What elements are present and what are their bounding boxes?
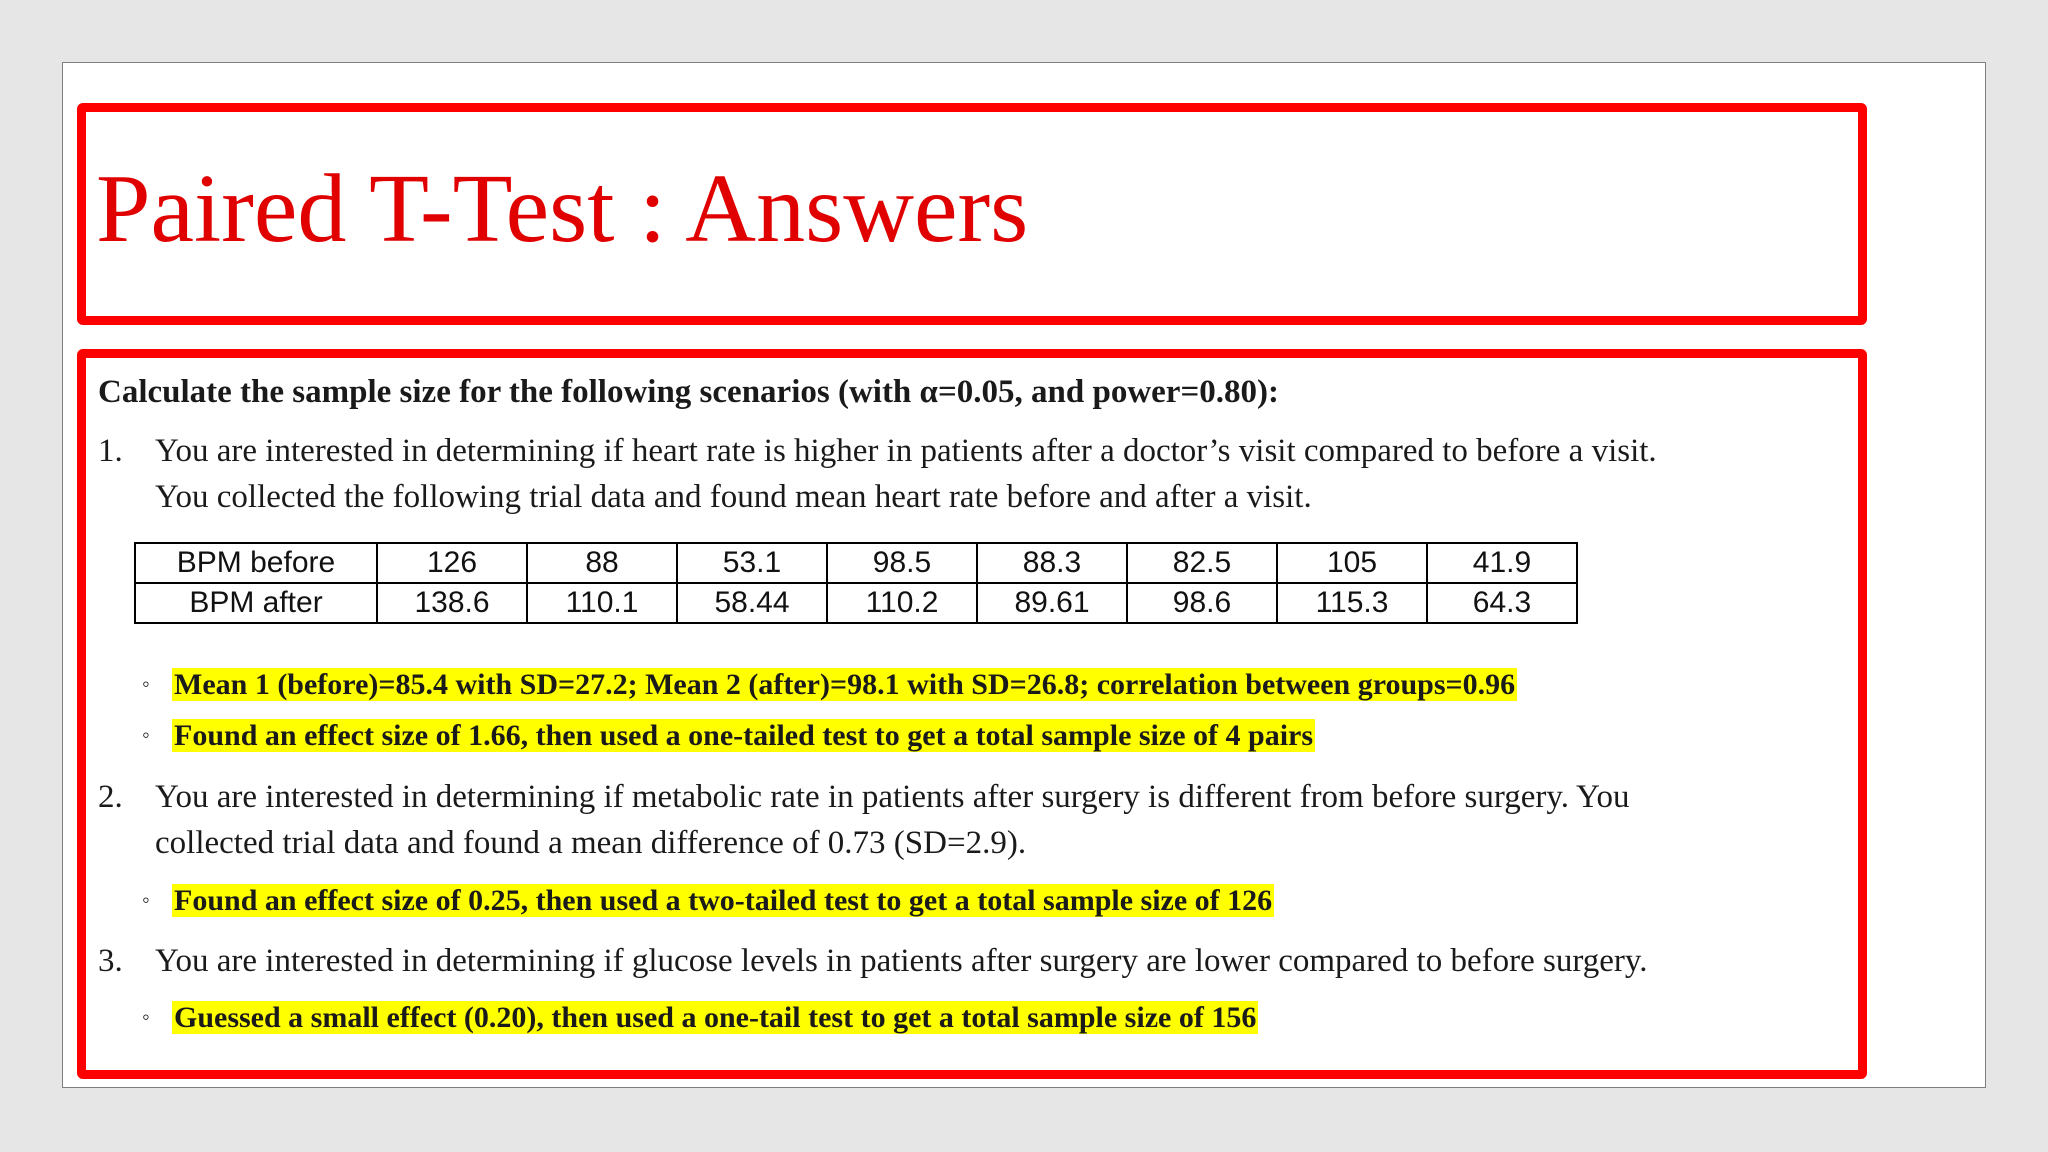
question-2 bbox=[98, 774, 1858, 866]
bullet-circle-icon: ◦ bbox=[142, 1004, 150, 1029]
bullet-circle-icon: ◦ bbox=[142, 671, 150, 696]
answer-bullet-q3 bbox=[142, 997, 1258, 1038]
question-text-line1: You are interested in determining if metabolic rate in patients after surgery is different from before surgery. You bbox=[155, 779, 1630, 815]
table-cell: 110.1 bbox=[527, 583, 677, 623]
question-number: 3. bbox=[98, 943, 123, 979]
highlighted-answer: Mean 1 (before)=85.4 with SD=27.2; Mean 2 (after)=98.1 with SD=26.8; correlation between groups=0.96 bbox=[174, 668, 1516, 701]
title-box bbox=[77, 103, 1867, 325]
table-cell: 88 bbox=[527, 543, 677, 583]
question-text-line2: collected trial data and found a mean difference of 0.73 (SD=2.9). bbox=[155, 825, 1027, 861]
table-cell: 98.5 bbox=[827, 543, 977, 583]
question-3 bbox=[98, 938, 1858, 984]
bullet-circle-icon: ◦ bbox=[142, 887, 150, 912]
content-box bbox=[77, 349, 1867, 1079]
table-cell: 138.6 bbox=[377, 583, 527, 623]
table-cell: 53.1 bbox=[677, 543, 827, 583]
table-cell: 41.9 bbox=[1427, 543, 1577, 583]
table-cell: 82.5 bbox=[1127, 543, 1277, 583]
table-cell: 98.6 bbox=[1127, 583, 1277, 623]
question-text-line1: You are interested in determining if heart rate is higher in patients after a doctor’s visit compared to before a visit. bbox=[155, 433, 1657, 469]
question-number: 2. bbox=[98, 779, 123, 815]
slide-title: Paired T-Test : Answers bbox=[96, 155, 1029, 263]
highlighted-answer: Found an effect size of 0.25, then used a two-tailed test to get a total sample size of 126 bbox=[174, 884, 1273, 917]
question-text-line1: You are interested in determining if glucose levels in patients after surgery are lower compared to before surgery. bbox=[155, 943, 1648, 979]
table-cell: 64.3 bbox=[1427, 583, 1577, 623]
table-row bbox=[135, 583, 1577, 623]
answer-bullet-q2 bbox=[142, 880, 1274, 921]
intro-text: Calculate the sample size for the following scenarios (with α=0.05, and power=0.80): bbox=[98, 374, 1279, 410]
table-cell: 88.3 bbox=[977, 543, 1127, 583]
table-cell: 110.2 bbox=[827, 583, 977, 623]
question-text-line2: You collected the following trial data and found mean heart rate before and after a visit. bbox=[155, 479, 1312, 515]
answer-bullet-q1-effect bbox=[142, 715, 1315, 756]
table-cell: 105 bbox=[1277, 543, 1427, 583]
answer-bullet-q1-means bbox=[142, 664, 1517, 705]
question-1 bbox=[98, 428, 1858, 520]
slide bbox=[62, 62, 1986, 1088]
table-row-label: BPM before bbox=[135, 543, 377, 583]
table-cell: 126 bbox=[377, 543, 527, 583]
table-cell: 115.3 bbox=[1277, 583, 1427, 623]
table-cell: 58.44 bbox=[677, 583, 827, 623]
bpm-table bbox=[134, 542, 1578, 624]
table-cell: 89.61 bbox=[977, 583, 1127, 623]
table-row bbox=[135, 543, 1577, 583]
highlighted-answer: Found an effect size of 1.66, then used a one-tailed test to get a total sample size of 4 pairs bbox=[174, 719, 1314, 752]
table-row-label: BPM after bbox=[135, 583, 377, 623]
question-number: 1. bbox=[98, 433, 123, 469]
highlighted-answer: Guessed a small effect (0.20), then used a one-tail test to get a total sample size of 156 bbox=[174, 1001, 1257, 1034]
bullet-circle-icon: ◦ bbox=[142, 722, 150, 747]
